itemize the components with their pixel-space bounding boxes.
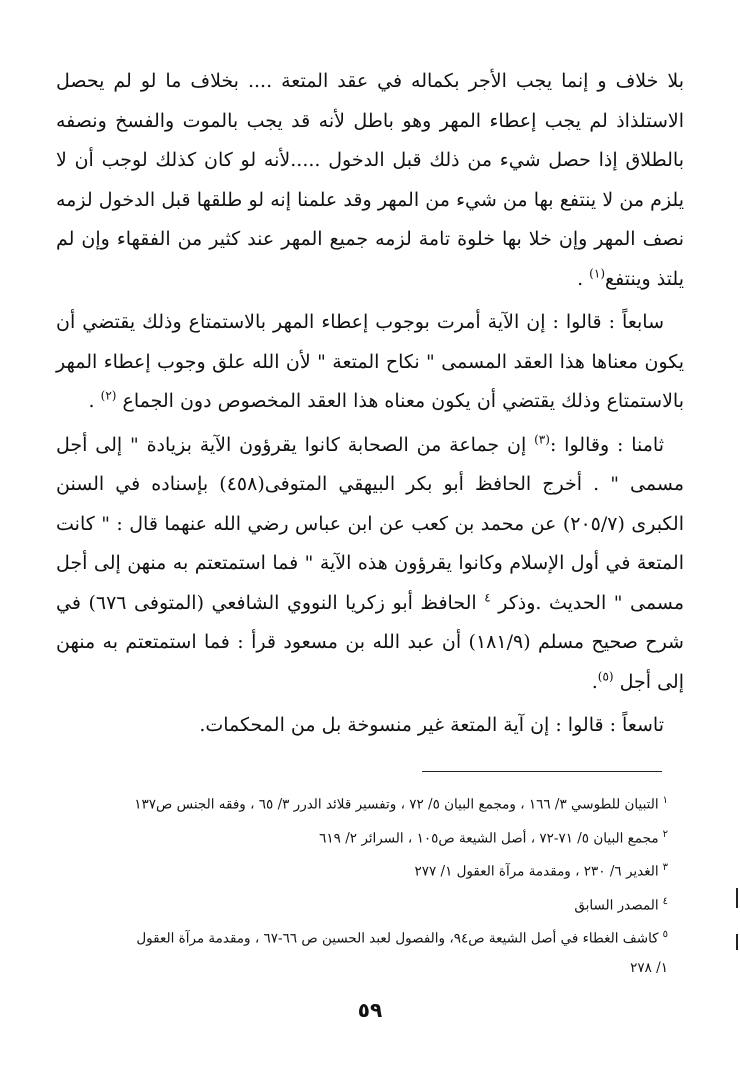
footnote-3 — [56, 853, 668, 887]
footnotes — [56, 786, 668, 983]
footnote-4-text: المصدر السابق — [574, 897, 659, 913]
paragraph-3 — [56, 426, 684, 703]
p1-line-3: إذا حصل شيء من ذلك قبل الدخول .....لأنه لو كان كذلك لوجب أن لا يلزم من — [56, 149, 685, 211]
footnote-1 — [56, 786, 668, 820]
footnote-4 — [56, 887, 668, 921]
p2-line-2: يكون معناها هذا العقد المسمى " نكاح المتعة " لأن الله علق وجوب إعطاء المهر — [56, 350, 684, 373]
footnote-ref-2: (٢) — [100, 388, 117, 403]
footnote-separator — [422, 771, 662, 772]
main-text — [56, 62, 684, 746]
p2-line-1: سابعاً : قالوا : إن الآية أمرت بوجوب إعطاء المهر بالاستمتاع وذلك يقتضي أن — [56, 311, 664, 333]
footnote-ref-4: ٤ — [484, 590, 491, 605]
scan-edge-mark — [736, 934, 738, 950]
page-number: ٥٩ — [357, 998, 383, 1022]
footnote-ref-5: (٥) — [597, 669, 614, 684]
p1-line-6: وينتفع — [605, 267, 651, 290]
p1-end: . — [577, 267, 590, 290]
p1-line-4: لا ينتفع بها من شيء من المهر وقد علمنا إنه لو طلقها قبل الدخول لزمه نصف — [56, 188, 684, 250]
scan-edge-mark — [736, 888, 738, 908]
p4-text: تاسعاً : قالوا : إن آية المتعة غير منسوخة بل من المحكمات. — [199, 714, 664, 736]
p3-text-a: ثامنا : وقالوا : — [549, 433, 664, 456]
p1-line-2: الاستلذاذ لم يجب إعطاء المهر وهو باطل لأنه قد يجب بالموت والفسخ ونصفه بالطلاق — [56, 109, 684, 171]
p3-text-b: إن جماعة من الصحابة كانوا يقرؤون الآية بزيادة " إلى أجل مسمى " . أخرج الحافظ أبو بكر البيهقي المتوفى(٤٥٨) بإسناده في السنن الكبرى (٢٠٥/٧) عن محمد بن كعب عن ابن عباس رضي الله عنهما قال : " كانت المتعة في أول الإسلام وكانوا يقرؤون هذه الآية " فما استمتعتم به منهن إلى أجل مسمى " الحديث .وذكر — [56, 433, 685, 614]
footnote-2-text: مجمع البيان ٥/ ٧١-٧٢ ، أصل الشيعة ص١٠٥ ، السرائر ٢/ ٦١٩ — [319, 830, 659, 846]
footnote-1-text: التبيان للطوسي ٣/ ١٦٦ ، ومجمع البيان ٥/ ٧٢ ، وتفسير قلائد الدرر ٣/ ٦٥ ، وفقه الجنس ص١٣٧ — [134, 796, 659, 813]
p2-end: . — [88, 390, 101, 412]
paragraph-1 — [56, 62, 684, 299]
footnote-5-text: كاشف الغطاء في أصل الشيعة ص٩٤، والفصول لعبد الحسين ص ٦٦-٦٧ ، ومقدمة مرآة العقول — [136, 930, 659, 947]
p1-line-1: بلا خلاف و إنما يجب الأجر بكماله في عقد المتعة .... بخلاف ما لو لم يحصل — [56, 70, 684, 92]
p3-end: . — [591, 670, 598, 693]
footnote-ref-1: (١) — [589, 266, 605, 281]
footnote-5 — [56, 920, 668, 954]
footnote-3-text: الغدير ٦/ ٢٣٠ ، ومقدمة مرآة العقول ١/ ٢٧٧ — [414, 863, 659, 880]
footnote-5-number: ٥ — [662, 929, 668, 940]
p3-text-c: الحافظ أبو زكريا النووي الشافعي (المتوفى ٦٧٦) في شرح صحيح مسلم (١٨١/٩) أن عبد الله بن مسعود قرأ : فما استمتعتم به منهن إلى أجل — [56, 591, 684, 693]
footnote-2-number: ٢ — [662, 828, 668, 840]
footnote-2 — [56, 820, 668, 854]
p1-line-5: المهر وإن خلا بها خلوة تامة لزمه جميع المهر عند كثير من الفقهاء وإن لم يلتذ — [56, 228, 684, 290]
p2-line-3: بالاستمتاع وذلك يقتضي أن يكون معناه هذا العقد المخصوص دون الجماع — [122, 390, 684, 412]
footnote-4-number: ٤ — [662, 895, 668, 907]
paragraph-2 — [56, 303, 684, 422]
paragraph-4 — [56, 706, 684, 746]
footnote-5-tail: ١/ ٢٧٨ — [630, 959, 668, 976]
footnote-3-number: ٣ — [662, 862, 668, 873]
footnote-ref-3: (٣) — [534, 432, 550, 447]
footnote-1-number: ١ — [662, 795, 668, 806]
footnote-5-continued — [56, 954, 668, 983]
